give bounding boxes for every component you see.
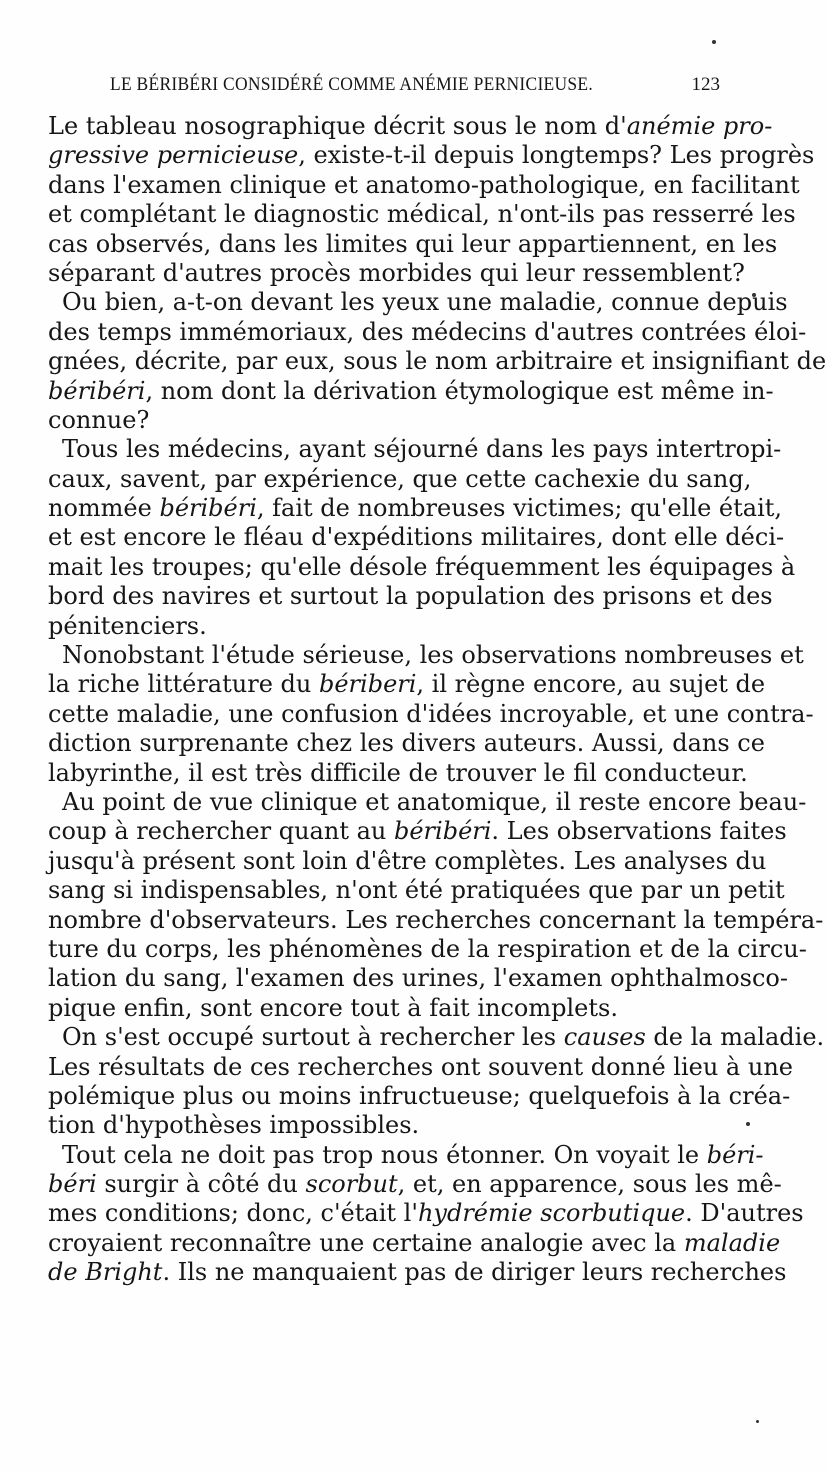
text-run: Tout cela ne doit pas trop nous étonner. On voyait le xyxy=(62,1140,707,1169)
running-title: LE BÉRIBÉRI CONSIDÉRÉ COMME ANÉMIE PERNICIEUSE. xyxy=(110,74,593,95)
text-line xyxy=(48,641,804,670)
italic-text: de Bright xyxy=(48,1258,163,1287)
italic-text: scorbut xyxy=(305,1170,398,1199)
text-run: mes conditions; donc, c'était l' xyxy=(48,1199,418,1228)
text-run: Les résultats de ces recherches ont souvent donné lieu à une xyxy=(48,1052,793,1081)
text-line xyxy=(48,817,787,846)
text-run: , il règne encore, au sujet de xyxy=(416,670,766,699)
text-run: caux, savent, par expérience, que cette cachexie du sang, xyxy=(48,464,752,493)
ink-speck xyxy=(712,40,716,44)
text-run: et est encore le fléau d'expéditions militaires, dont elle déci- xyxy=(48,523,785,552)
text-line xyxy=(48,1111,718,1140)
italic-text: maladie xyxy=(683,1228,781,1257)
text-run: nommée xyxy=(48,494,160,523)
text-line xyxy=(48,846,767,876)
italic-text: béribéri xyxy=(393,817,492,846)
italic-text: bériberi xyxy=(318,670,417,699)
italic-text: anémie pro- xyxy=(626,112,773,140)
text-line xyxy=(48,1199,804,1228)
text-run: pique enfin, sont encore tout à fait incomplets. xyxy=(48,993,618,1022)
text-line xyxy=(48,1052,793,1082)
text-run: gnées, décrite, par eux, sous le nom arbitraire et insignifiant de xyxy=(48,347,826,376)
page-number: 123 xyxy=(691,74,720,95)
text-line xyxy=(48,464,752,494)
text-run: la riche littérature du xyxy=(48,670,319,699)
text-line xyxy=(48,112,773,141)
text-line xyxy=(48,1228,781,1258)
text-run: dans l'examen clinique et anatomo-pathologique, en facilitant xyxy=(48,170,800,199)
text-run: connue? xyxy=(48,405,150,434)
text-run: de la maladie. xyxy=(645,1023,825,1052)
text-line xyxy=(48,1170,782,1199)
text-run: cette maladie, une confusion d'idées incroyable, et une contra- xyxy=(48,699,814,728)
text-run: . Les observations faites xyxy=(491,817,787,846)
text-run: séparant d'autres procès morbides qui leur ressemblent? xyxy=(48,258,745,287)
italic-text: béri- xyxy=(706,1140,764,1169)
text-line xyxy=(48,729,765,758)
italic-text: béribéri xyxy=(159,494,257,523)
text-run: pénitenciers. xyxy=(48,611,207,640)
italic-text: causes xyxy=(563,1023,646,1052)
text-line xyxy=(48,170,800,200)
text-run: , existe-t-il depuis longtemps? Les progrès xyxy=(298,141,815,170)
text-run: nombre d'observateurs. Les recherches concernant la tempéra- xyxy=(48,905,824,934)
text-line xyxy=(48,905,824,935)
text-run: Le tableau nosographique décrit sous le nom d' xyxy=(48,112,627,140)
text-line xyxy=(48,787,807,817)
ink-speck xyxy=(756,1420,759,1423)
text-line xyxy=(48,435,782,464)
text-line xyxy=(48,494,783,523)
text-line xyxy=(48,1023,825,1052)
text-run: surgir à côté du xyxy=(96,1170,306,1199)
text-run: mait les troupes; qu'elle désole fréquemment les équipages à xyxy=(48,552,796,581)
text-run: . Ils ne manquaient pas de diriger leurs recherches xyxy=(162,1258,787,1287)
text-line xyxy=(48,699,814,729)
text-line xyxy=(48,1081,791,1111)
text-run: tion d'hypothèses impossibles. xyxy=(48,1111,420,1140)
text-line xyxy=(48,200,796,229)
text-run: diction surprenante chez les divers auteurs. Aussi, dans ce xyxy=(48,729,765,758)
text-line xyxy=(48,670,766,699)
text-run: labyrinthe, il est très difficile de trouver le fil conducteur. xyxy=(48,758,748,787)
italic-text: béri xyxy=(48,1170,97,1199)
text-line xyxy=(48,934,807,964)
text-line xyxy=(48,552,796,582)
text-run: Au point de vue clinique et anatomique, il reste encore beau- xyxy=(62,787,807,816)
text-run: sang si indispensables, n'ont été pratiquées que par un petit xyxy=(48,876,785,905)
text-run: bord des navires et surtout la population des prisons et des xyxy=(48,582,773,611)
text-line xyxy=(48,347,826,376)
text-line xyxy=(48,758,748,788)
text-run: , fait de nombreuses victimes; qu'elle était, xyxy=(256,494,783,523)
text-run: des temps immémoriaux, des médecins d'autres contrées éloi- xyxy=(48,317,807,346)
italic-text: hydrémie scorbutique xyxy=(417,1199,686,1228)
text-line xyxy=(48,406,718,435)
text-run: , et, en apparence, sous les mê- xyxy=(397,1170,782,1199)
text-line xyxy=(48,288,788,317)
text-line xyxy=(48,964,788,993)
text-run: ture du corps, les phénomènes de la respiration et de la circu- xyxy=(48,934,807,963)
text-line xyxy=(48,1140,764,1170)
text-line xyxy=(48,141,815,170)
text-run: cas observés, dans les limites qui leur appartiennent, en les xyxy=(48,229,778,258)
text-run: polémique plus ou moins infructueuse; quelquefois à la créa- xyxy=(48,1081,791,1110)
text-run: croyaient reconnaître une certaine analogie avec la xyxy=(48,1228,684,1257)
text-line xyxy=(48,1258,787,1287)
text-line xyxy=(48,994,718,1023)
text-run: et complétant le diagnostic médical, n'ont-ils pas resserré les xyxy=(48,200,796,229)
text-run: coup à rechercher quant au xyxy=(48,817,394,846)
text-run: Tous les médecins, ayant séjourné dans les pays intertropi- xyxy=(62,435,782,464)
text-line xyxy=(48,317,807,347)
text-line xyxy=(48,612,718,641)
text-line xyxy=(48,876,785,905)
italic-text: béribéri xyxy=(48,376,146,405)
text-line xyxy=(48,229,778,259)
ink-speck xyxy=(746,1122,750,1126)
text-line xyxy=(48,376,774,406)
text-run: . D'autres xyxy=(685,1199,804,1228)
running-header xyxy=(110,74,720,104)
text-line xyxy=(48,582,773,611)
text-run: Ou bien, a-t-on devant les yeux une maladie, connue depuis xyxy=(62,288,788,317)
text-line xyxy=(48,523,785,552)
italic-text: gressive pernicieuse xyxy=(48,141,299,170)
text-run: On s'est occupé surtout à rechercher les xyxy=(62,1023,564,1052)
text-line xyxy=(48,258,745,288)
body-text xyxy=(48,112,826,1288)
text-run: Nonobstant l'étude sérieuse, les observations nombreuses et xyxy=(62,641,804,670)
text-run: lation du sang, l'examen des urines, l'examen ophthalmosco- xyxy=(48,964,788,993)
text-run: jusqu'à présent sont loin d'être complètes. Les analyses du xyxy=(48,846,767,875)
text-run: , nom dont la dérivation étymologique est même in- xyxy=(145,376,774,405)
